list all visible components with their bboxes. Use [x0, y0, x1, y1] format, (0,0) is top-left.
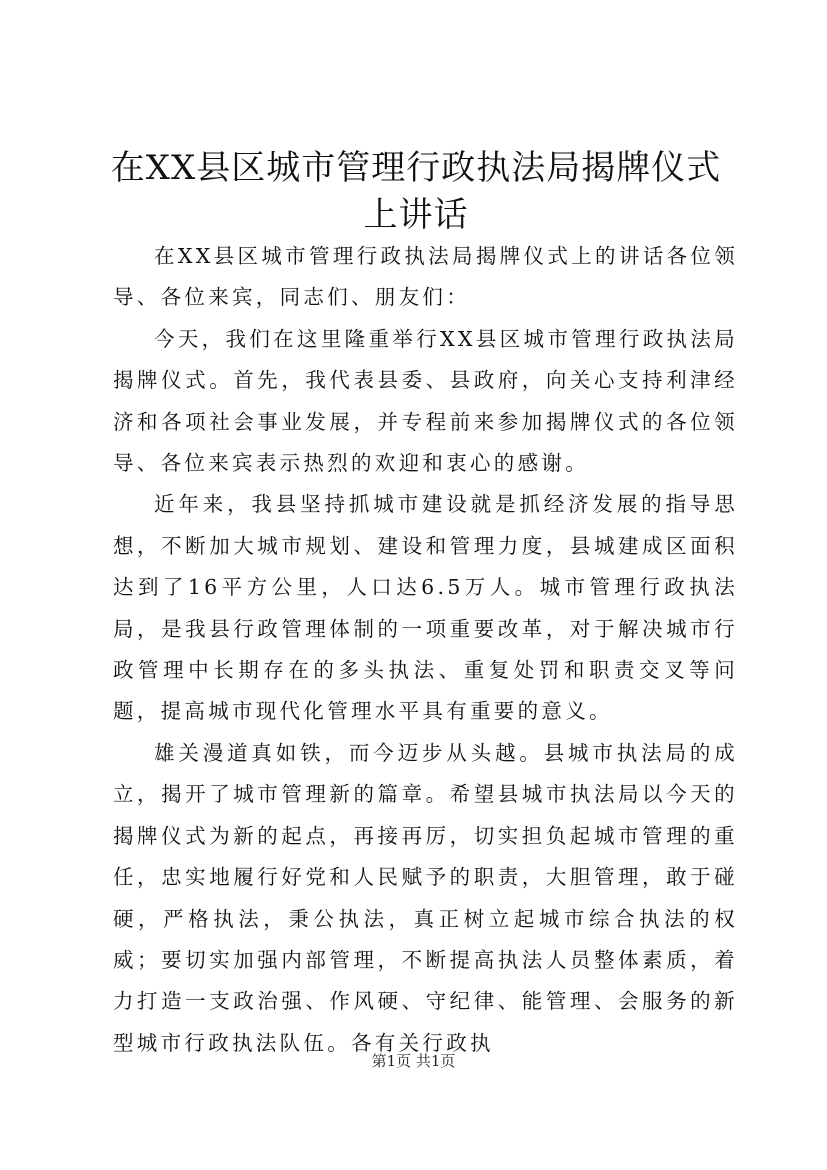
page-number-footer: 第1页 共1页 [371, 1052, 456, 1070]
paragraph-expectations: 雄关漫道真如铁，而今迈步从头越。县城市执法局的成立，揭开了城市管理新的篇章。希望县城市执法局以今天的揭牌仪式为新的起点，再接再厉，切实担负起城市管理的重任，忠实地履行好党和人民赋予的职责，大胆管理，敢于碰硬，严格执法，秉公执法，真正树立起城市综合执法的权威；要切实加强内部管理，不断提高执法人员整体素质，着力打造一支政治强、作风硬、守纪律、能管理、会服务的新型城市行政执法队伍。各有关行政执 [113, 740, 738, 1055]
document-body [113, 236, 738, 1064]
document-title: 在XX县区城市管理行政执法局揭牌仪式上讲话 [110, 148, 722, 235]
paragraph-greeting: 在XX县区城市管理行政执法局揭牌仪式上的讲话各位领导、各位来宾，同志们、朋友们： [113, 244, 738, 310]
paragraph-opening: 今天，我们在这里隆重举行XX县区城市管理行政执法局揭牌仪式。首先，我代表县委、县政府，向关心支持利津经济和各项社会事业发展，并专程前来参加揭牌仪式的各位领导、各位来宾表示热烈的欢迎和衷心的感谢。 [113, 326, 738, 476]
paragraph-background: 近年来，我县坚持抓城市建设就是抓经济发展的指导思想，不断加大城市规划、建设和管理力度，县城建成区面积达到了16平方公里，人口达6.5万人。城市管理行政执法局，是我县行政管理体制的一项重要改革，对于解决城市行政管理中长期存在的多头执法、重复处罚和职责交叉等问题，提高城市现代化管理水平具有重要的意义。 [113, 492, 738, 724]
